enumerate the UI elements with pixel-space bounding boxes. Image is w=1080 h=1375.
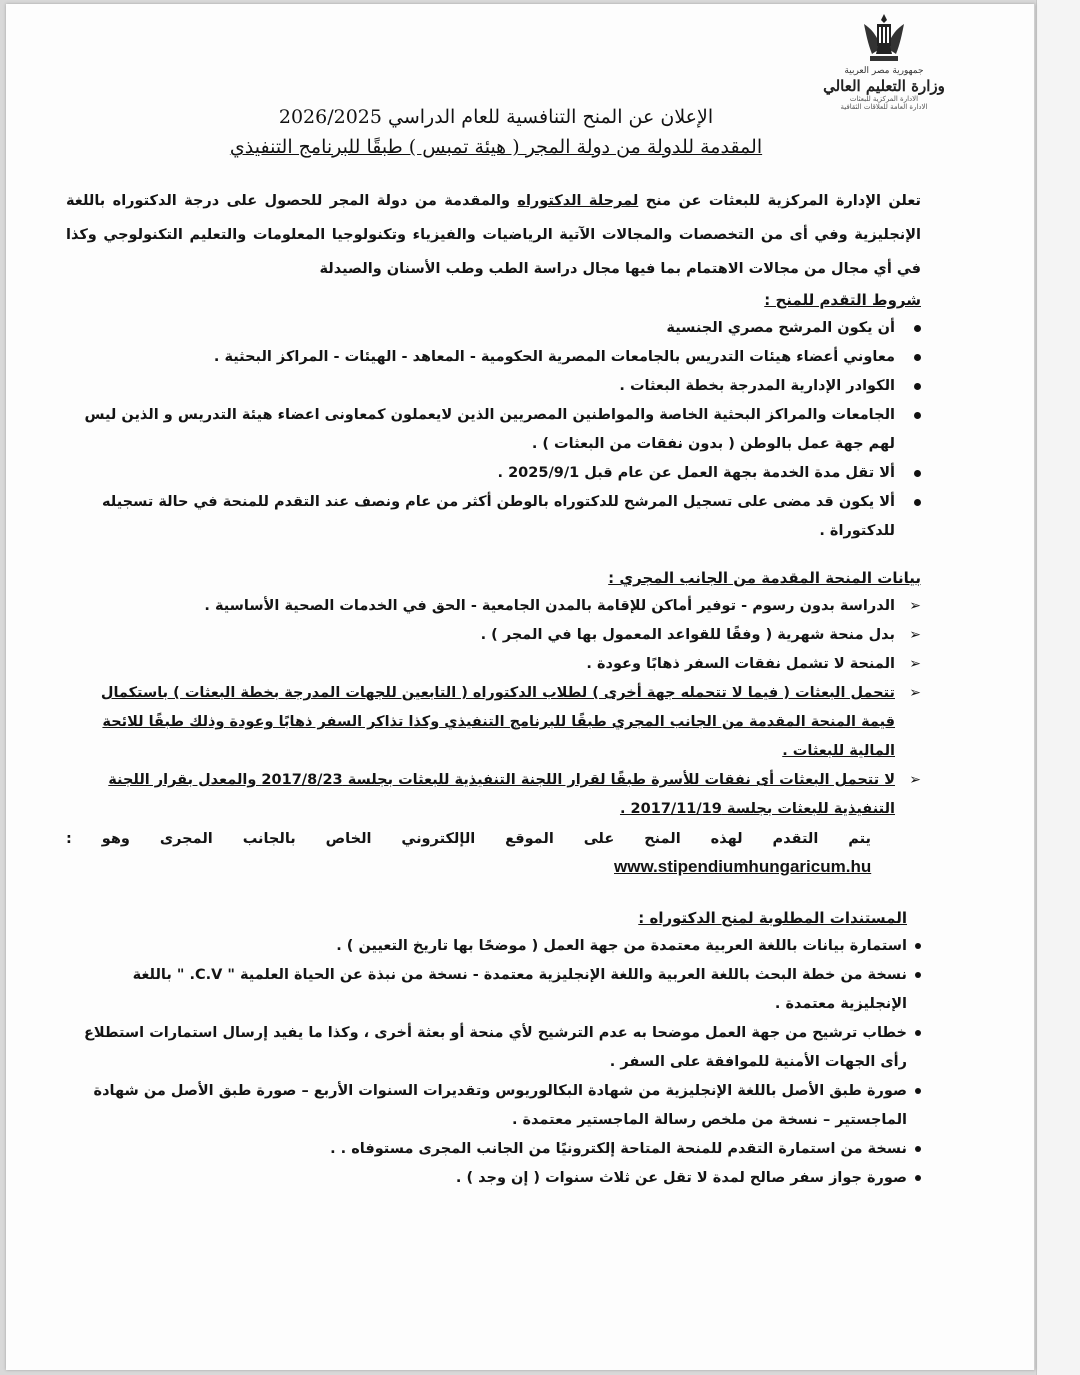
condition-item: ألا تقل مدة الخدمة بجهة العمل عن عام قبل 2025/9/1 .: [66, 459, 895, 488]
website-link[interactable]: www.stipendiumhungaricum.hu: [614, 857, 872, 876]
conditions-list: [66, 314, 921, 546]
condition-item: الجامعات والمراكز البحثية الخاصة والمواطنين المصريين الذين لايعملون كمعاونى اعضاء هيئة التدريس و الذين ليس لهم جهة عمل بالوطن ( بدون نفقات من البعثات ) .: [66, 401, 895, 459]
document-item: نسخة من خطة البحث باللغة العربية واللغة الإنجليزية معتمدة - نسخة من نبذة عن الحياة العلمية " C.V. " باللغة الإنجليزية معتمدة .: [66, 961, 907, 1019]
title-line-2: المقدمة للدولة من دولة المجر ( هيئة تمبس ) طبقًا للبرنامج التنفيذي: [229, 136, 763, 158]
condition-item: الكوادر الإدارية المدرجة بخطة البعثات .: [66, 372, 895, 401]
grant-details-heading: بيانات المنحة المقدمة من الجانب المجري :: [608, 569, 921, 587]
announcement-title: [206, 102, 786, 162]
letterhead-republic: جمهورية مصر العربية: [844, 66, 924, 76]
grant-details-list: [66, 592, 921, 824]
letterhead-sub-department: الادارة العامة للعلاقات الثقافية: [840, 103, 928, 111]
documents-heading: المستندات المطلوبة لمنح الدكتوراه :: [638, 909, 907, 927]
letterhead: [814, 10, 954, 130]
eagle-emblem-icon: [856, 10, 912, 66]
document-item: استمارة بيانات باللغة العربية معتمدة من جهة العمل ( موضحًا بها تاريخ التعيين ) .: [66, 932, 907, 961]
viewer-edge: [1036, 0, 1080, 1375]
title-line-1: الإعلان عن المنح التنافسية للعام الدراسي 2026/2025: [278, 106, 714, 128]
document-item: خطاب ترشيح من جهة العمل موضحا به عدم الترشيح لأي منحة أو بعثة أخرى ، وكذا ما يفيد إرسال استمارات استطلاع رأى الجهات الأمنية للموافقة على السفر .: [66, 1019, 907, 1077]
document-body: [66, 184, 921, 1193]
condition-item: معاوني أعضاء هيئات التدريس بالجامعات المصرية الحكومية - المعاهد - الهيئات - المراكز البحثية .: [66, 343, 895, 372]
grant-detail-item: ➢ بدل منحة شهرية ( وفقًا للقواعد المعمول بها في المجر ) .: [66, 621, 895, 650]
intro-paragraph: [66, 184, 921, 286]
grant-detail-item: ➢ الدراسة بدون رسوم - توفير أماكن للإقامة بالمدن الجامعية - الحق في الخدمات الصحية الأساسية .: [66, 592, 895, 621]
document-item: نسخة من استمارة التقدم للمنحة المتاحة إلكترونيًا من الجانب المجرى مستوفاه . .: [66, 1135, 907, 1164]
grant-detail-item: ➢ تتحمل البعثات ( فيما لا تتحمله جهة أخرى ) لطلاب الدكتوراه ( التابعين للجهات المدرجة بخطة البعثات ) باستكمال قيمة المنحة المقدمة من الجانب المجري طبقًا للبرنامج التنفيذي وكذا تذاكر السفر ذهابًا وعودة وذلك طبقًا للائحة المالية للبعثات .: [66, 679, 895, 766]
conditions-heading: شروط التقدم للمنح :: [764, 291, 921, 309]
document-page: [6, 4, 1035, 1370]
intro-doctorate-phase: لمرحلة الدكتوراه: [517, 193, 639, 209]
document-item: صورة جواز سفر صالح لمدة لا تقل عن ثلاث سنوات ( إن وجد ) .: [66, 1164, 907, 1193]
condition-item: أن يكون المرشح مصري الجنسية: [66, 314, 895, 343]
letterhead-ministry: وزارة التعليم العالي: [823, 77, 945, 95]
apply-instruction: يتم التقدم لهذه المنح على الموقع الإلكتروني الخاص بالجانب المجرى وهو :: [66, 831, 871, 847]
documents-list: [66, 932, 921, 1193]
grant-detail-item: ➢ لا تتحمل البعثات أى نفقات للأسرة طبقًا لقرار اللجنة التنفيذية للبعثات بجلسة 2017/8/23 والمعدل بقرار اللجنة التنفيذية للبعثات بجلسة 2017/11/19 .: [66, 766, 895, 824]
intro-part-3: والمقدمة من دولة المجر للحصول على درجة الدكتوراه باللغة الإنجليزية وفي أى من التخصصات والمجالات الآتية الرياضيات والفيزياء وتكنولوجيا المعلومات والتعليم التكنولوجي وكذا في أي مجال من مجالات الاهتمام بما فيها مجال دراسة الطب وطب الأسنان والصيدلة: [66, 193, 921, 277]
intro-part-1: تعلن الإدارة المركزية للبعثات عن منح: [638, 193, 921, 209]
grant-detail-item: ➢ المنحة لا تشمل نفقات السفر ذهابًا وعودة .: [66, 650, 895, 679]
document-item: صورة طبق الأصل باللغة الإنجليزية من شهادة البكالوريوس وتقديرات السنوات الأربع – صورة طبق الأصل من شهادة الماجستير – نسخة من ملخص رسالة الماجستير معتمدة .: [66, 1077, 907, 1135]
letterhead-department: الادارة المركزية للبعثات: [849, 95, 919, 103]
condition-item: ألا يكون قد مضى على تسجيل المرشح للدكتوراه بالوطن أكثر من عام ونصف عند التقدم للمنحة في حالة تسجيله للدكتوراة .: [66, 488, 895, 546]
